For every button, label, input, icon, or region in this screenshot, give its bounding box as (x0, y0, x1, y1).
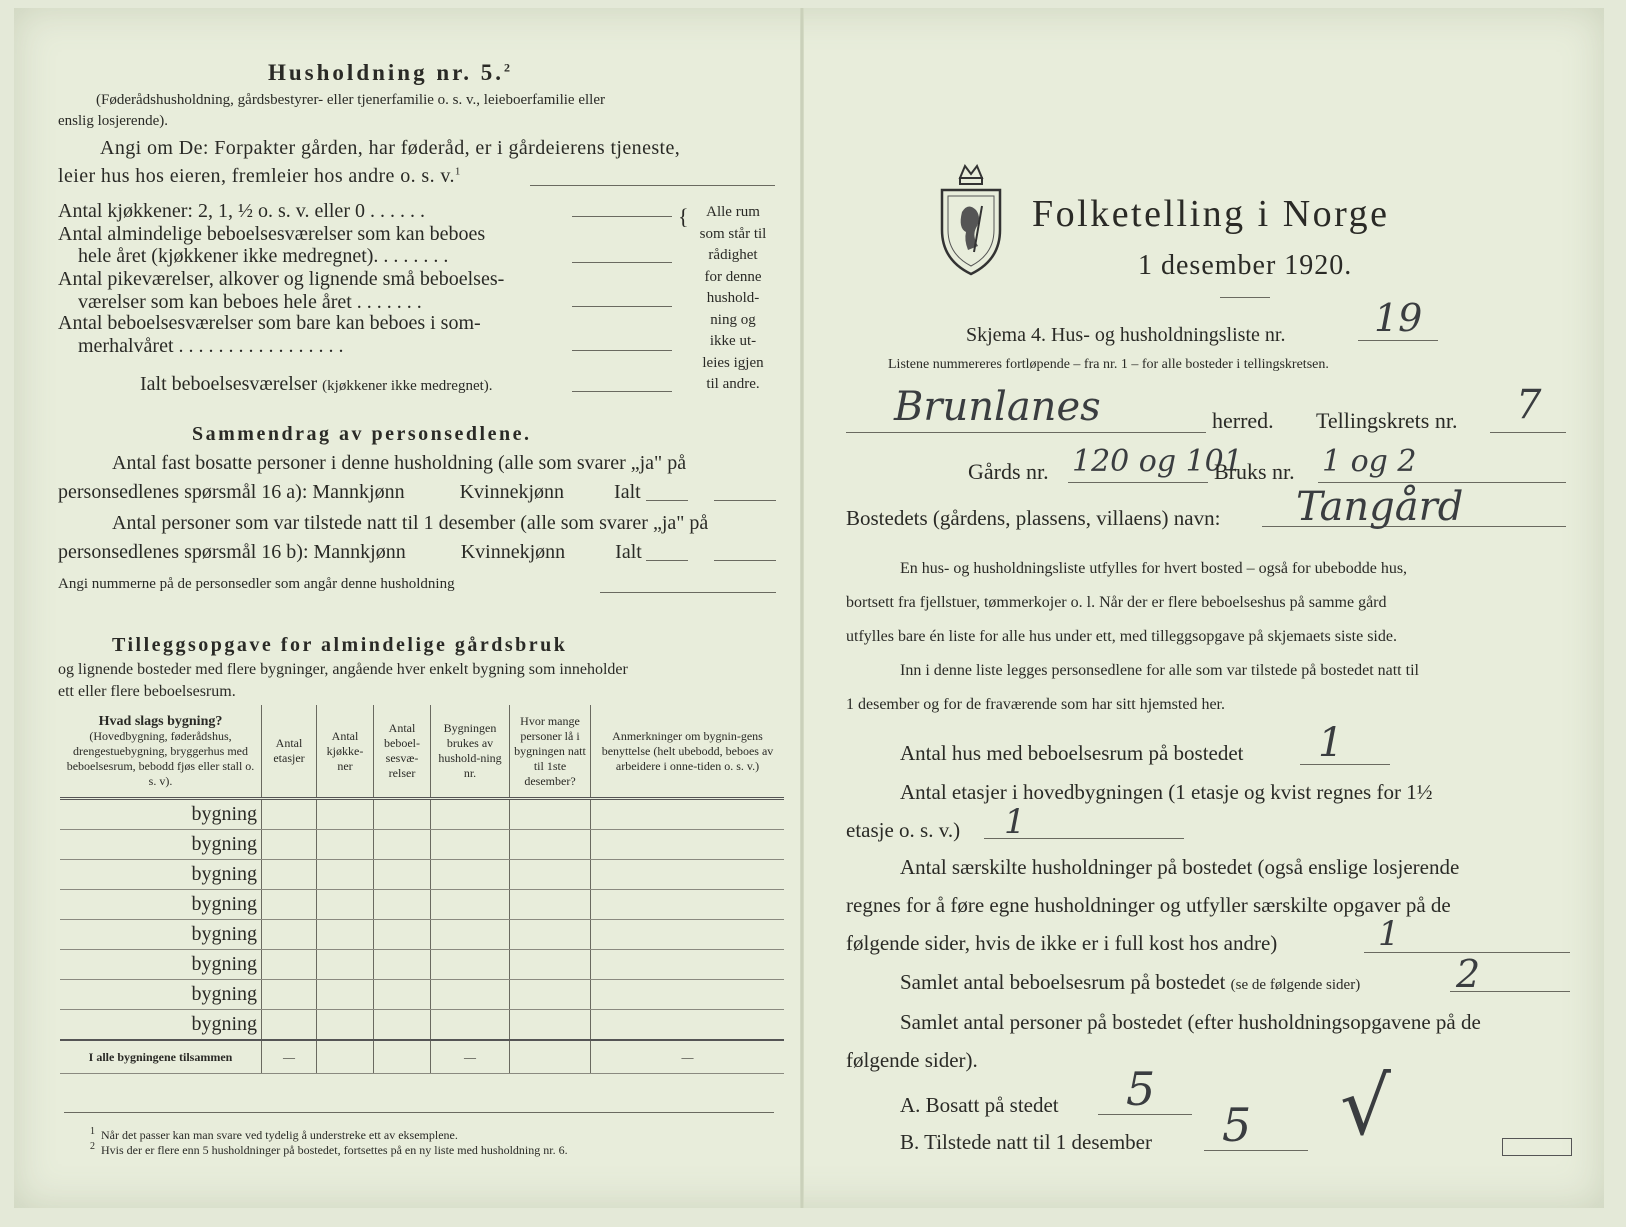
gards-value: 120 og 101 (1072, 444, 1243, 479)
para2-line-1: Inn i denne liste legges personsedlene for alle som var tilstede på bostedet natt til (900, 662, 1419, 679)
tellingskrets-label: Tellingskrets nr. (1316, 408, 1458, 433)
rooms-summer-2: merhalvåret . . . . . . . . . . . . . . . . . (78, 335, 344, 357)
angi-nummerne-line (600, 592, 776, 593)
col-remarks: Anmerkninger om bygnin-gens benyttelse (helt ubebodd, beboes av arbeidere i onne-tiden o. s. v.) (591, 705, 785, 799)
q-a-value: 5 (1126, 1062, 1156, 1116)
angi-answer-line (530, 185, 775, 186)
household-title: Husholdning nr. 5.$^2$ (268, 60, 513, 85)
side-note: Alle rum som står til rådighet for denne hushold- ning og ikke ut- leies igjen til andre. (699, 204, 767, 392)
table-row: bygning (60, 890, 784, 920)
q-hush-value: 1 (1378, 914, 1400, 954)
household-subtitle-2: enslig losjerende). (58, 113, 168, 129)
summary-line-1: Antal fast bosatte personer i denne husholdning (alle som svarer „ja" på (112, 452, 687, 474)
q-a: A. Bosatt på stedet (900, 1093, 1059, 1117)
bosted-label: Bostedets (gårdens, plassens, villaens) navn: (846, 506, 1221, 530)
page-fold (800, 8, 804, 1208)
rooms-ordinary-1: Antal almindelige beboelsesværelser som kan beboes (58, 223, 486, 245)
bosted-value: Tangård (1296, 484, 1464, 530)
q-rum-value: 2 (1456, 952, 1481, 996)
para2-line-2: 1 desember og for de fraværende som har sitt hjemsted her. (846, 696, 1225, 713)
q-rum: Samlet antal beboelsesrum på bostedet (se de følgende sider) (900, 970, 1361, 994)
table-total-row: I alle bygningene tilsammen — — — (60, 1040, 784, 1074)
rooms-summer-1: Antal beboelsesværelser som bare kan beboes i som- (58, 312, 481, 334)
rooms-ordinary-2: hele året (kjøkkener ikke medregnet). . . . . . . . (78, 245, 449, 267)
skjema-line (1358, 340, 1438, 341)
angi-line-1: Angi om De: Forpakter gården, har føderåd, er i gårdeierens tjeneste, (100, 137, 681, 159)
col-rooms: Antal beboel-sesvæ-relser (374, 705, 431, 799)
rooms-kitchens-line (572, 216, 672, 217)
col-household: Bygningen brukes av hushold-ning nr. (431, 705, 510, 799)
summary-line-2: personsedlenes spørsmål 16 a): Mannkjønn Kvinnekjønn Ialt (58, 481, 641, 503)
herred-value: Brunlanes (894, 384, 1101, 430)
summary-line-3: Antal personer som var tilstede natt til 1 desember (alle som svarer „ja" på (112, 512, 709, 534)
gards-label: Gårds nr. (968, 459, 1049, 484)
para1-line-3: utfylles bare én liste for alle hus under ett, med tilleggsopgave på skjemaets siste side. (846, 628, 1397, 645)
census-title: Folketelling i Norge (1032, 193, 1390, 235)
rooms-total: Ialt beboelsesværelser (kjøkkener ikke medregnet). (140, 373, 493, 395)
q-etasjer-1: Antal etasjer i hovedbygningen (1 etasje og kvist regnes for 1½ (900, 780, 1433, 804)
footnote-separator (64, 1112, 774, 1113)
q-b-line (1204, 1150, 1308, 1151)
bruks-label: Bruks nr. (1214, 459, 1295, 484)
q-hus-value: 1 (1318, 720, 1344, 766)
bruks-line (1318, 482, 1566, 483)
footnote-1: $^1$ Når det passer kan man svare ved tydelig å understreke ett av eksemplene. (90, 1126, 458, 1142)
title-rule (1220, 297, 1270, 298)
census-date: 1 desember 1920. (1138, 250, 1353, 281)
herred-line (846, 432, 1206, 433)
rooms-small-line (572, 306, 672, 307)
summary-title: Sammendrag av personsedlene. (192, 423, 532, 445)
table-header (60, 705, 784, 799)
table-row: bygning (60, 830, 784, 860)
col-kitchens: Antal kjøkke-ner (317, 705, 374, 799)
q-hush-1: Antal særskilte husholdninger på bostedet (også enslige losjerende (900, 855, 1460, 879)
col-persons: Hvor mange personer lå i bygningen natt til 1ste desember? (510, 705, 591, 799)
rooms-ordinary-line (572, 262, 672, 263)
table-row: bygning (60, 980, 784, 1010)
para1-line-1: En hus- og husholdningsliste utfylles for hvert bosted – også for ubebodde hus, (900, 560, 1408, 577)
skjema-value: 19 (1374, 296, 1423, 340)
check-mark: √ (1340, 1060, 1391, 1153)
q-hus: Antal hus med beboelsesrum på bostedet (900, 741, 1244, 765)
q-b-value: 5 (1222, 1098, 1252, 1152)
skjema-label: Skjema 4. Hus- og husholdningsliste nr. (966, 324, 1286, 346)
tellingskrets-value: 7 (1516, 382, 1542, 428)
summary-line-4: personsedlenes spørsmål 16 b): Mannkjønn Kvinnekjønn Ialt (58, 541, 642, 563)
table-row: bygning (60, 799, 784, 830)
summary-total-line-2 (714, 560, 776, 561)
footnote-2: $^2$ Hvis der er flere enn 5 husholdninger på bostedet, fortsettes på en ny liste med husholdning nr. 6. (90, 1141, 568, 1157)
q-pers-2: følgende sider). (846, 1048, 978, 1072)
table-row: bygning (60, 950, 784, 980)
summary-total-line (714, 500, 776, 501)
tellingskrets-line (1490, 432, 1566, 433)
angi-line-2: leier hus hos eieren, fremleier hos andre o. s. v.$^1$ (58, 165, 461, 187)
q-hus-line (1300, 764, 1390, 765)
household-subtitle-1: (Føderådshusholdning, gårdsbestyrer- eller tjenerfamilie o. s. v., leieboerfamilie eller (96, 92, 605, 108)
q-b: B. Tilstede natt til 1 desember (900, 1130, 1152, 1154)
q-pers-1: Samlet antal personer på bostedet (efter husholdningsopgavene på de (900, 1010, 1481, 1034)
extra-title: Tilleggsopgave for almindelige gårdsbruk (112, 634, 568, 656)
table-row: bygning (60, 860, 784, 890)
rooms-total-line (572, 391, 672, 392)
extra-line-1: og lignende bosteder med flere bygninger, angående hver enkelt bygning som inneholder (58, 661, 628, 678)
para1-line-2: bortsett fra fjellstuer, tømmerkojer o. l. Når der er flere beboelseshus på samme gård (846, 594, 1387, 611)
gards-line (1068, 482, 1208, 483)
herred-label: herred. (1212, 408, 1274, 433)
q-hush-2: regnes for å føre egne husholdninger og utfyller særskilte opgaver på de (846, 893, 1451, 917)
rooms-summer-line (572, 350, 672, 351)
extra-line-2: ett eller flere beboelsesrum. (58, 683, 236, 700)
side-brace: { (678, 204, 689, 229)
rooms-kitchens: Antal kjøkkener: 2, 1, ½ o. s. v. eller 0 . . . . . . (58, 200, 425, 222)
printer-stamp (1502, 1138, 1572, 1156)
rooms-small-1: Antal pikeværelser, alkover og lignende små beboelses- (58, 268, 505, 290)
table-row: bygning (60, 1010, 784, 1041)
listene-note: Listene nummereres fortløpende – fra nr. 1 – for alle bosteder i tellingskretsen. (888, 357, 1329, 372)
summary-female-line (646, 500, 688, 501)
q-etasjer-value: 1 (1004, 802, 1026, 842)
bruks-value: 1 og 2 (1322, 444, 1417, 479)
q-hush-3: følgende sider, hvis de ikke er i full kost hos andre) (846, 931, 1278, 955)
table-row: bygning (60, 920, 784, 950)
q-etasjer-2: etasje o. s. v.) (846, 818, 961, 842)
norwegian-coat-of-arms-icon (938, 160, 1004, 278)
col-building-type: Hvad slags bygning? (Hovedbygning, føderådshus, drengestuebygning, bryggerhus med beboelsesrum, bebodd fjøs eller stall o. s. v). (60, 705, 262, 799)
total-label: I alle bygningene tilsammen (60, 1040, 262, 1074)
col-floors: Antal etasjer (262, 705, 317, 799)
rooms-small-2: værelser som kan beboes hele året . . . . . . . (78, 291, 422, 313)
angi-nummerne: Angi nummerne på de personsedler som angår denne husholdning (58, 576, 455, 592)
summary-female-line-2 (646, 560, 688, 561)
buildings-table (60, 705, 784, 1074)
